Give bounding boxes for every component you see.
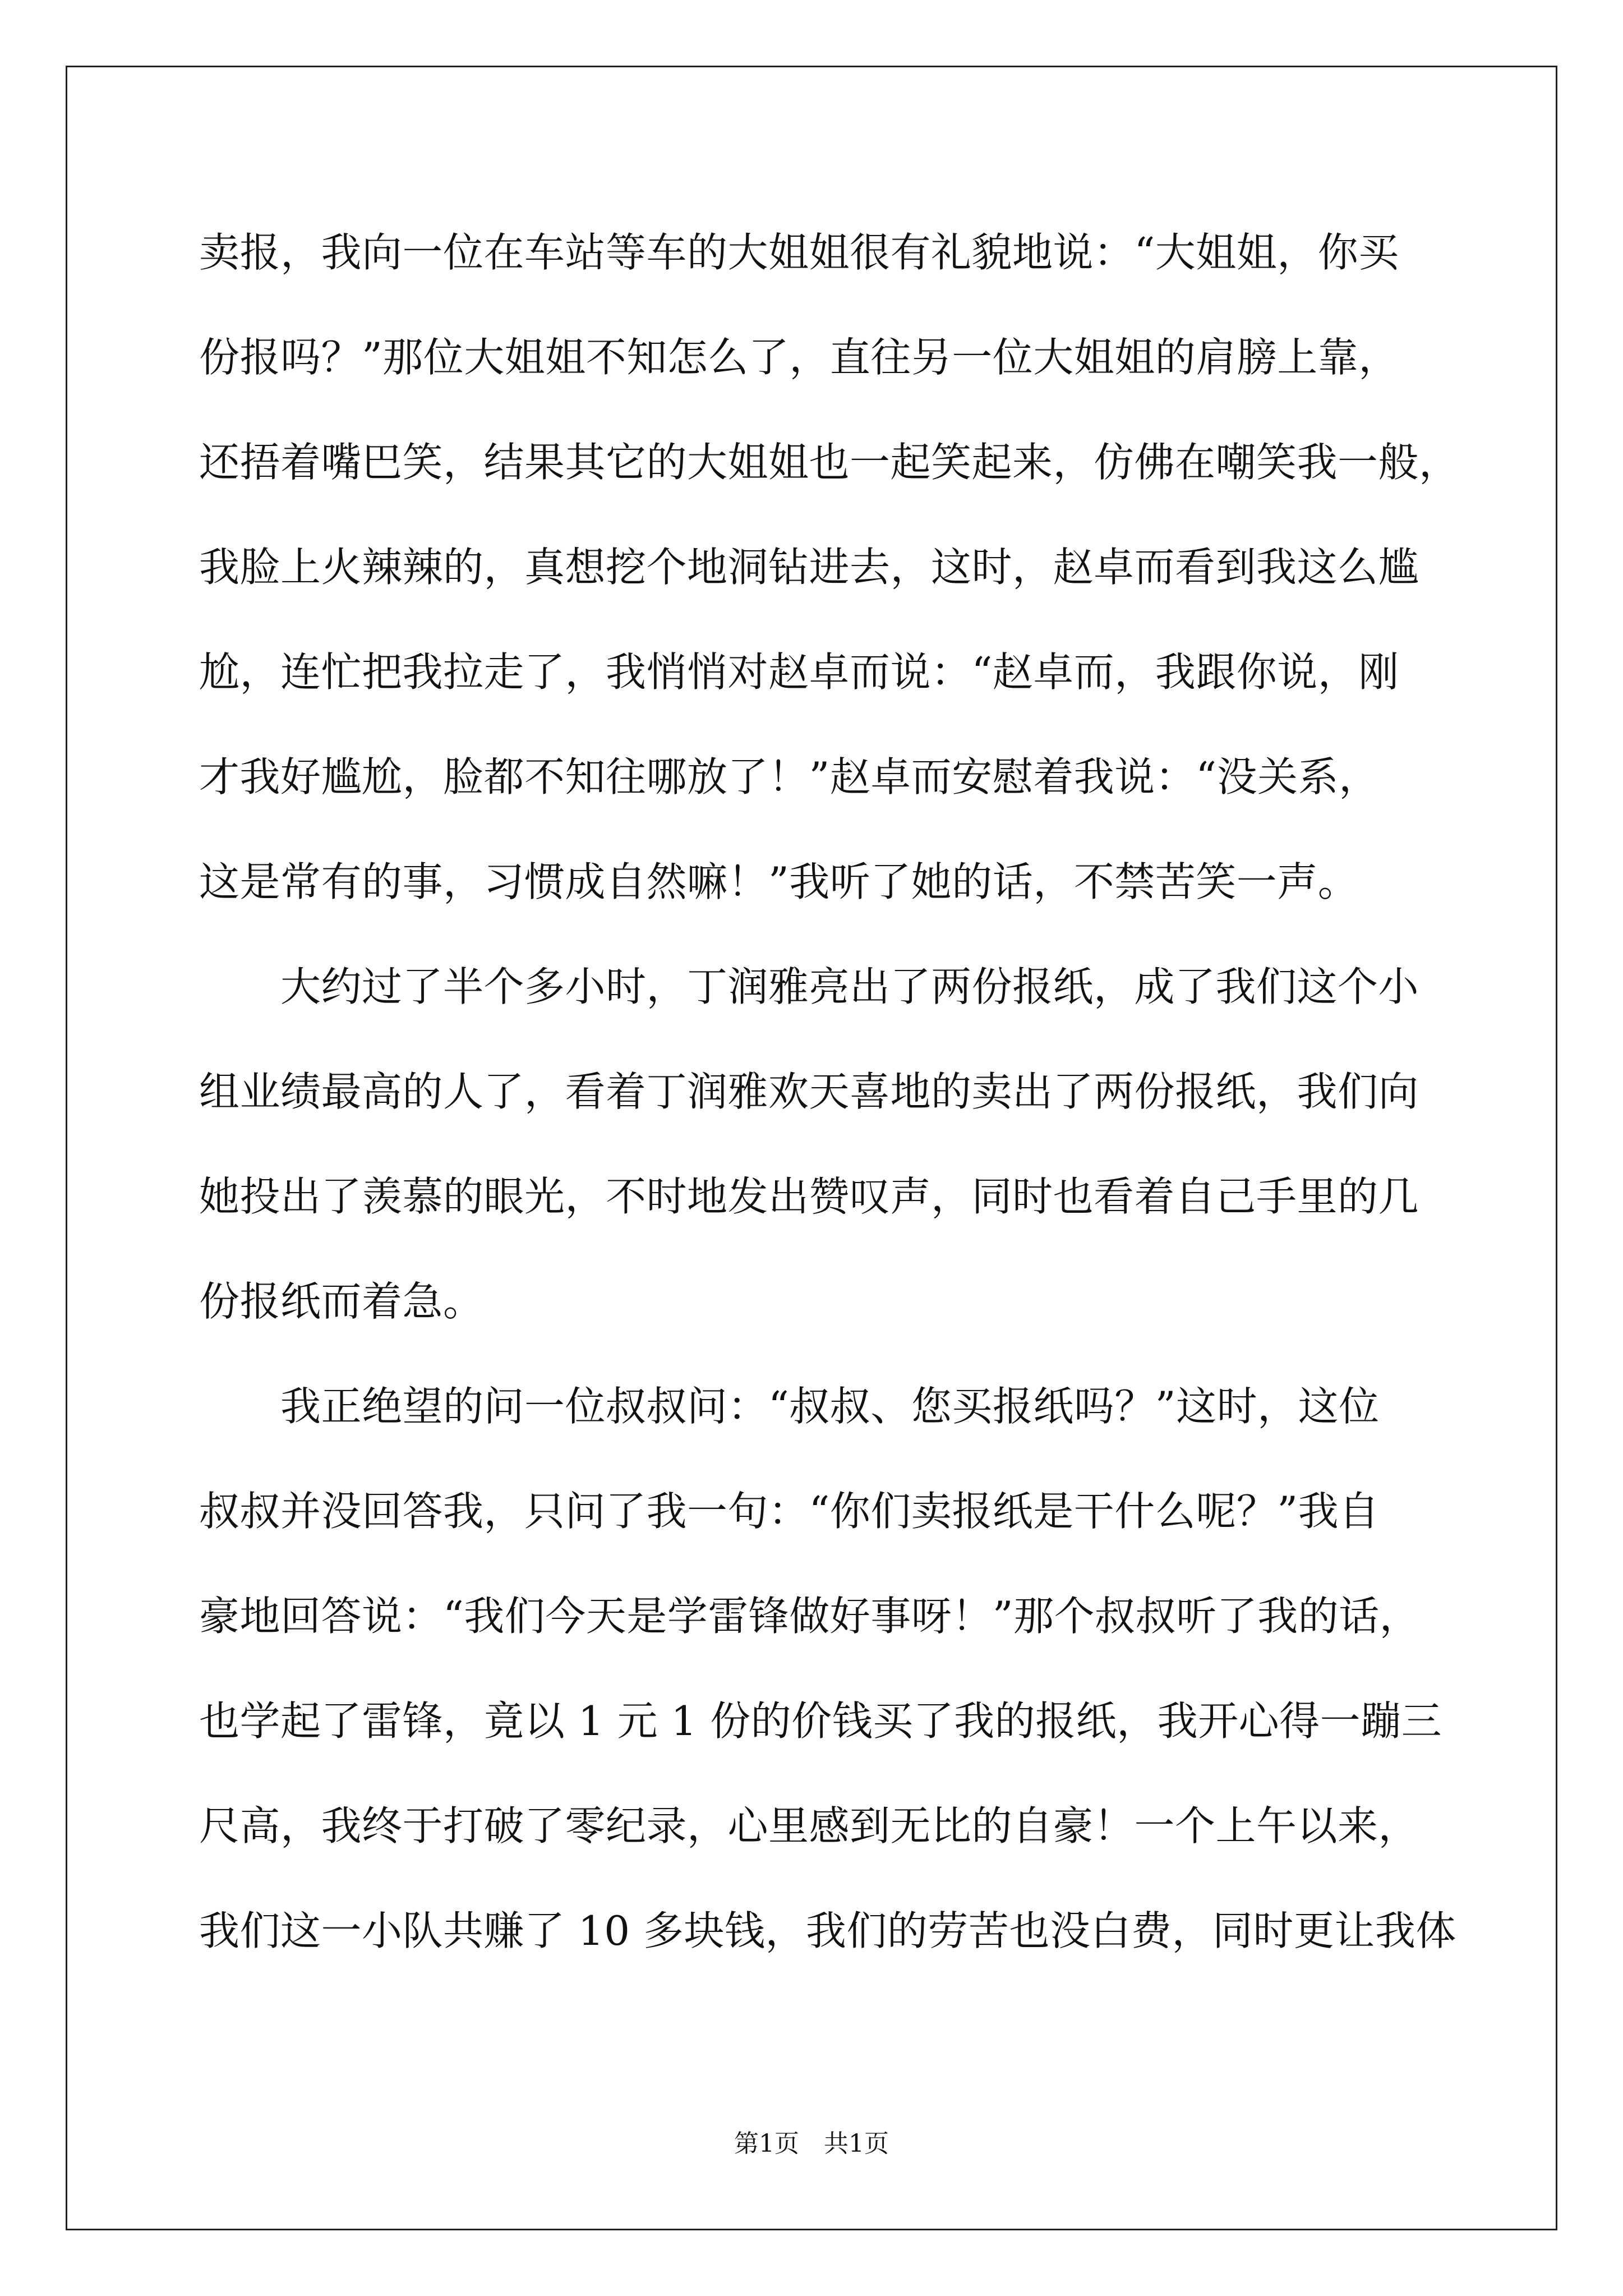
text-line: 我脸上火辣辣的，真想挖个地洞钻进去，这时，赵卓而看到我这么尴 [199, 544, 1419, 591]
text-line: 大约过了半个多小时，丁润雅亮出了两份报纸，成了我们这个小 [199, 963, 1419, 1010]
text-line: 也学起了雷锋，竟以 1 元 1 份的价钱买了我的报纸，我开心得一蹦三 [199, 1697, 1442, 1745]
text-line: 尬，连忙把我拉走了，我悄悄对赵卓而说：“赵卓而，我跟你说，刚 [199, 648, 1399, 696]
text-line: 豪地回答说：“我们今天是学雷锋做好事呀！”那个叔叔听了我的话， [199, 1593, 1421, 1640]
text-line: 我们这一小队共赚了 10 多块钱，我们的劳苦也没白费，同时更让我体 [199, 1907, 1456, 1954]
text-line: 她投出了羡慕的眼光，不时地发出赞叹声，同时也看着自己手里的几 [199, 1173, 1419, 1220]
text-line: 叔叔并没回答我，只问了我一句：“你们卖报纸是干什么呢？”我自 [199, 1488, 1380, 1535]
page-footer: 第1页 共1页 [734, 2129, 889, 2158]
text-line: 组业绩最高的人了，看着丁润雅欢天喜地的卖出了两份报纸，我们向 [199, 1068, 1419, 1115]
text-line: 还捂着嘴巴笑，结果其它的大姐姐也一起笑起来，仿佛在嘲笑我一般， [199, 439, 1460, 486]
text-line: 这是常有的事，习惯成自然嘛！”我听了她的话，不禁苦笑一声。 [199, 858, 1359, 905]
text-line: 才我好尴尬，脸都不知往哪放了！”赵卓而安慰着我说：“没关系， [199, 753, 1380, 800]
text-line: 尺高，我终于打破了零纪录，心里感到无比的自豪！一个上午以来， [199, 1802, 1419, 1849]
text-line: 卖报，我向一位在车站等车的大姐姐很有礼貌地说：“大姐姐，你买 [199, 229, 1399, 276]
text-line: 我正绝望的问一位叔叔问：“叔叔、您买报纸吗？”这时，这位 [199, 1383, 1380, 1430]
text-line: 份报吗？”那位大姐姐不知怎么了，直往另一位大姐姐的肩膀上靠， [199, 334, 1399, 381]
text-line: 份报纸而着急。 [199, 1278, 484, 1325]
